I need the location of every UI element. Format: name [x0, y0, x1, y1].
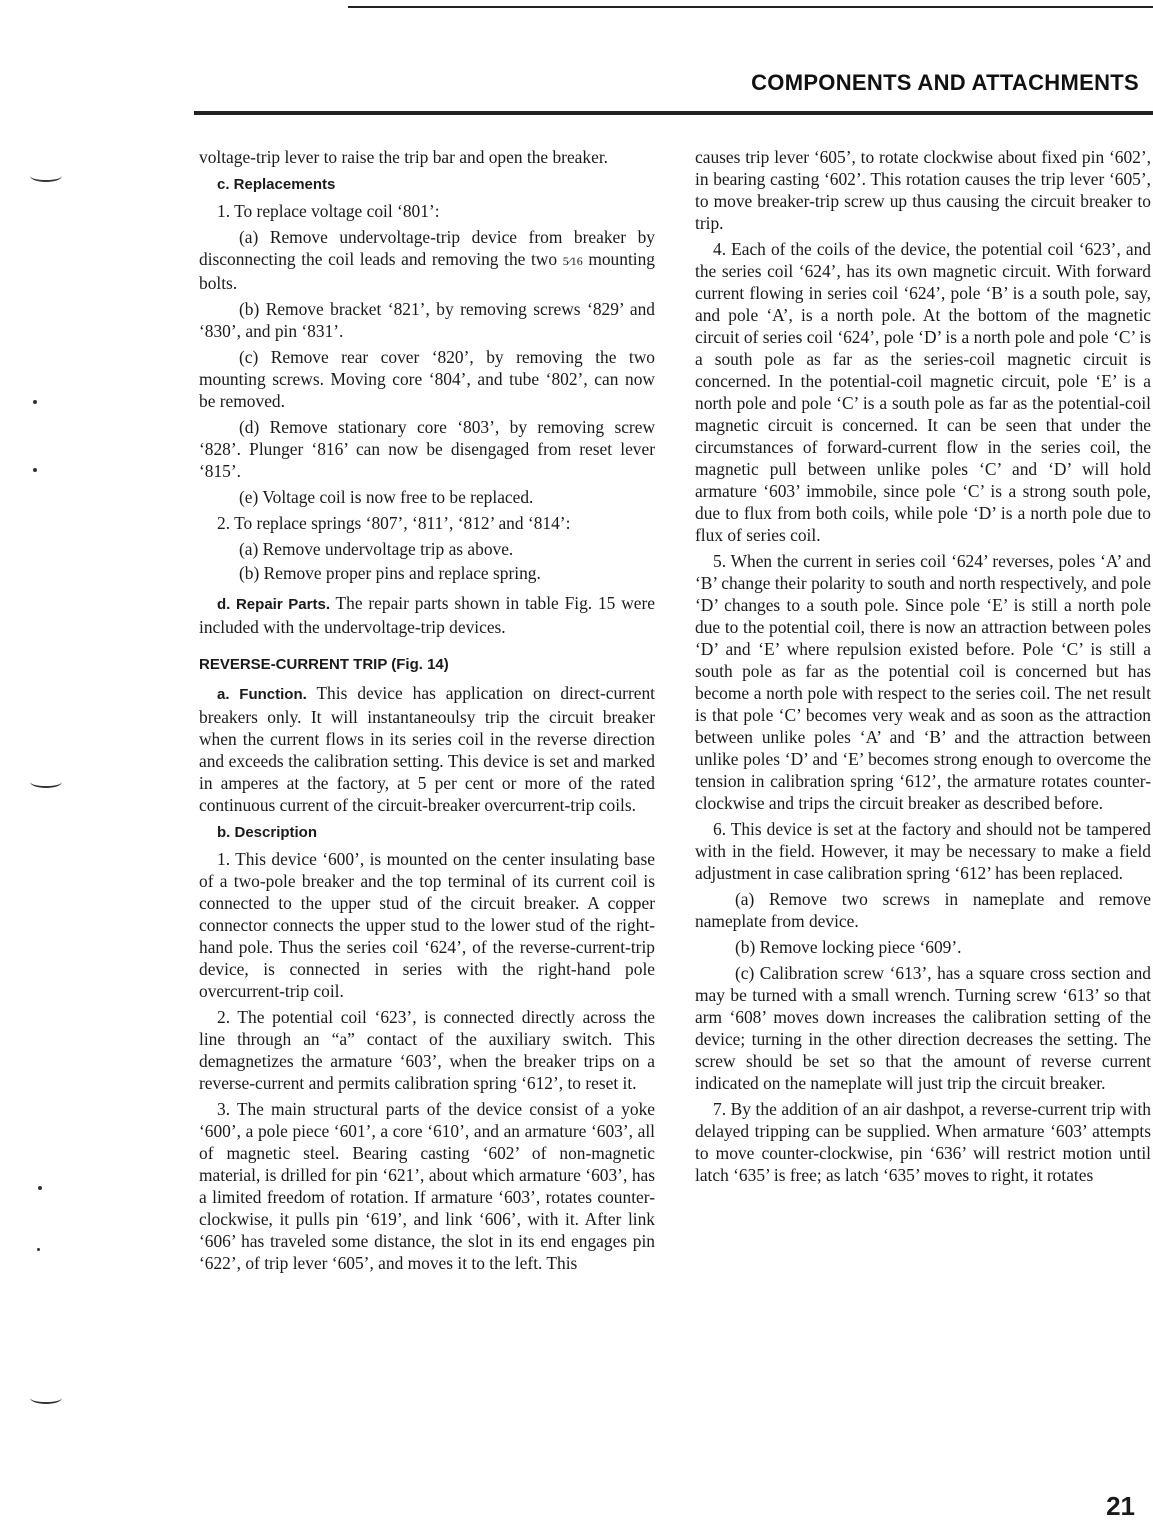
paragraph: a. Function. This device has application on direct-current breakers only. It will instantaneoulsy trip the circuit breaker when the current flows in its series coil in the reverse direction and exceeds the calibration setting. This device is set and marked in amperes at the factory, at 5 per cent or more of the rated continuous current of the circuit-breaker overcurrent-trip coils.	[199, 683, 655, 815]
scan-speck	[38, 1186, 42, 1190]
scan-speck	[33, 468, 37, 472]
paragraph: (a) Remove undervoltage-trip device from breaker by disconnecting the coil leads and removing the two 5⁄16 mounting bolts.	[199, 227, 655, 293]
page-number: 21	[1106, 1491, 1135, 1521]
paragraph: 1. This device ‘600’, is mounted on the center insulating base of a two-pole breaker and the top terminal of its current coil is connected to the upper stud of the circuit breaker. A copper connector connects the upper stud to the lower stud of the right-hand pole. Thus the series coil ‘624’, of the reverse-current-trip device, is connected in series with the right-hand pole overcurrent-trip coil.	[199, 849, 655, 1001]
running-header: COMPONENTS AND ATTACHMENTS	[751, 70, 1139, 95]
paragraph: 4. Each of the coils of the device, the potential coil ‘623’, and the series coil ‘624’, has its own magnetic circuit. With forward current flowing in series coil ‘624’, pole ‘B’ is a south pole, say, and pole ‘A’, is a north pole. At the bottom of the magnetic circuit of series coil ‘624’, pole ‘D’ is a north pole and pole ‘C’ is a south pole as far as the series-coil magnetic circuit is concerned. In the potential-coil magnetic circuit, pole ‘E’ is a north pole and pole ‘C’ is a south pole as far as the potential-coil magnetic circuit is concerned. It can be seen that under the circumstances of forward-current flow in the series coil, the magnetic pull between unlike poles ‘C’ and ‘D’ will hold armature ‘603’ immobile, since pole ‘C’ is a strong south pole, due to flux from both coils, while pole ‘D’ is a north pole due to flux of series coil.	[695, 239, 1151, 545]
scan-speck	[33, 400, 37, 404]
paragraph: (b) Remove locking piece ‘609’.	[735, 937, 962, 957]
header-rule	[194, 111, 1153, 115]
paragraph: 2. To replace springs ‘807’, ‘811’, ‘812’ and ‘814’:	[217, 513, 571, 533]
paragraph: 6. This device is set at the factory and should not be tampered with in the field. However, it may be necessary to make a field adjustment in case calibration spring ‘612’ has been replaced.	[695, 819, 1151, 883]
left-column	[199, 146, 655, 1278]
paragraph: 7. By the addition of an air dashpot, a reverse-current trip with delayed tripping can be supplied. When armature ‘603’ attempts to move counter-clockwise, pin ‘636’ will restrict motion until latch ‘635’ is free; as latch ‘635’ moves to right, it rotates	[695, 1099, 1151, 1185]
paragraph: d. Repair Parts. The repair parts shown in table Fig. 15 were included with the undervoltage-trip devices.	[199, 593, 655, 637]
top-rule	[348, 6, 1153, 8]
paragraph: voltage-trip lever to raise the trip bar and open the breaker.	[199, 147, 608, 167]
paragraph: (c) Remove rear cover ‘820’, by removing the two mounting screws. Moving core ‘804’, and tube ‘802’, can now be removed.	[199, 347, 655, 411]
section-heading: c. Replacements	[217, 176, 336, 193]
right-column	[695, 146, 1151, 1190]
paragraph: (a) Remove undervoltage trip as above.	[239, 539, 514, 559]
binder-hole-mark	[30, 170, 62, 182]
section-heading: b. Description	[217, 824, 318, 841]
paragraph: 3. The main structural parts of the device consist of a yoke ‘600’, a pole piece ‘601’, a core ‘610’, and an armature ‘603’, all of magnetic steel. Bearing casting ‘602’ of non-magnetic material, is drilled for pin ‘621’, about which armature ‘603’, has a limited freedom of rotation. If armature ‘603’, rotates counter-clockwise, it pulls pin ‘619’, and link ‘606’, with it. After link ‘606’ has traveled some distance, the slot in its end engages pin ‘622’, of trip lever ‘605’, and moves it to the left. This	[199, 1099, 655, 1273]
paragraph: (b) Remove proper pins and replace spring.	[239, 563, 541, 583]
section-heading: REVERSE-CURRENT TRIP (Fig. 14)	[199, 656, 449, 673]
paragraph: (c) Calibration screw ‘613’, has a square cross section and may be turned with a small wrench. Turning screw ‘613’ so that arm ‘608’ moves down increases the calibration setting of the device; turning in the other direction decreases the setting. The screw should be set so that the amount of reverse current indicated on the nameplate will just trip the circuit breaker.	[695, 963, 1151, 1093]
paragraph: 1. To replace voltage coil ‘801’:	[217, 201, 440, 221]
paragraph: (a) Remove two screws in nameplate and remove nameplate from device.	[695, 889, 1151, 931]
paragraph: (b) Remove bracket ‘821’, by removing screws ‘829’ and ‘830’, and pin ‘831’.	[199, 299, 655, 341]
inline-heading: a. Function.	[217, 686, 307, 703]
inline-heading: d. Repair Parts.	[217, 596, 330, 613]
binder-hole-mark	[30, 1392, 62, 1404]
scan-speck	[37, 1248, 40, 1251]
binder-hole-mark	[30, 776, 62, 788]
paragraph: (e) Voltage coil is now free to be replaced.	[239, 487, 534, 507]
paragraph: causes trip lever ‘605’, to rotate clockwise about fixed pin ‘602’, in bearing casting ‘602’. This rotation causes the trip lever ‘605’, to move breaker-trip screw up thus causing the circuit breaker to trip.	[695, 147, 1151, 233]
paragraph: 2. The potential coil ‘623’, is connected directly across the line through an “a” contact of the auxiliary switch. This demagnetizes the armature ‘603’, when the breaker trips on a reverse-current and permits calibration spring ‘612’, to reset it.	[199, 1007, 655, 1093]
paragraph: 5. When the current in series coil ‘624’ reverses, poles ‘A’ and ‘B’ change their polarity to south and north respectively, and pole ‘D’ changes to a south pole. Since pole ‘E’ is still a north pole due to the potential coil, there is now an attraction between poles ‘D’ and ‘E’ where repulsion existed before. Pole ‘C’ is still a south pole as far as the potential coil is concerned but has become a north pole with respect to the series coil. The net result is that pole ‘C’ becomes very weak and as soon as the attraction between unlike poles ‘A’ and ‘B’ and the attraction between unlike poles ‘D’ and ‘E’ becomes strong enough to overcome the tension in calibration spring ‘612’, the armature rotates counter-clockwise and trips the circuit breaker as described before.	[695, 551, 1151, 813]
fraction: 5⁄16	[562, 254, 583, 268]
paragraph: (d) Remove stationary core ‘803’, by removing screw ‘828’. Plunger ‘816’ can now be disengaged from reset lever ‘815’.	[199, 417, 655, 481]
